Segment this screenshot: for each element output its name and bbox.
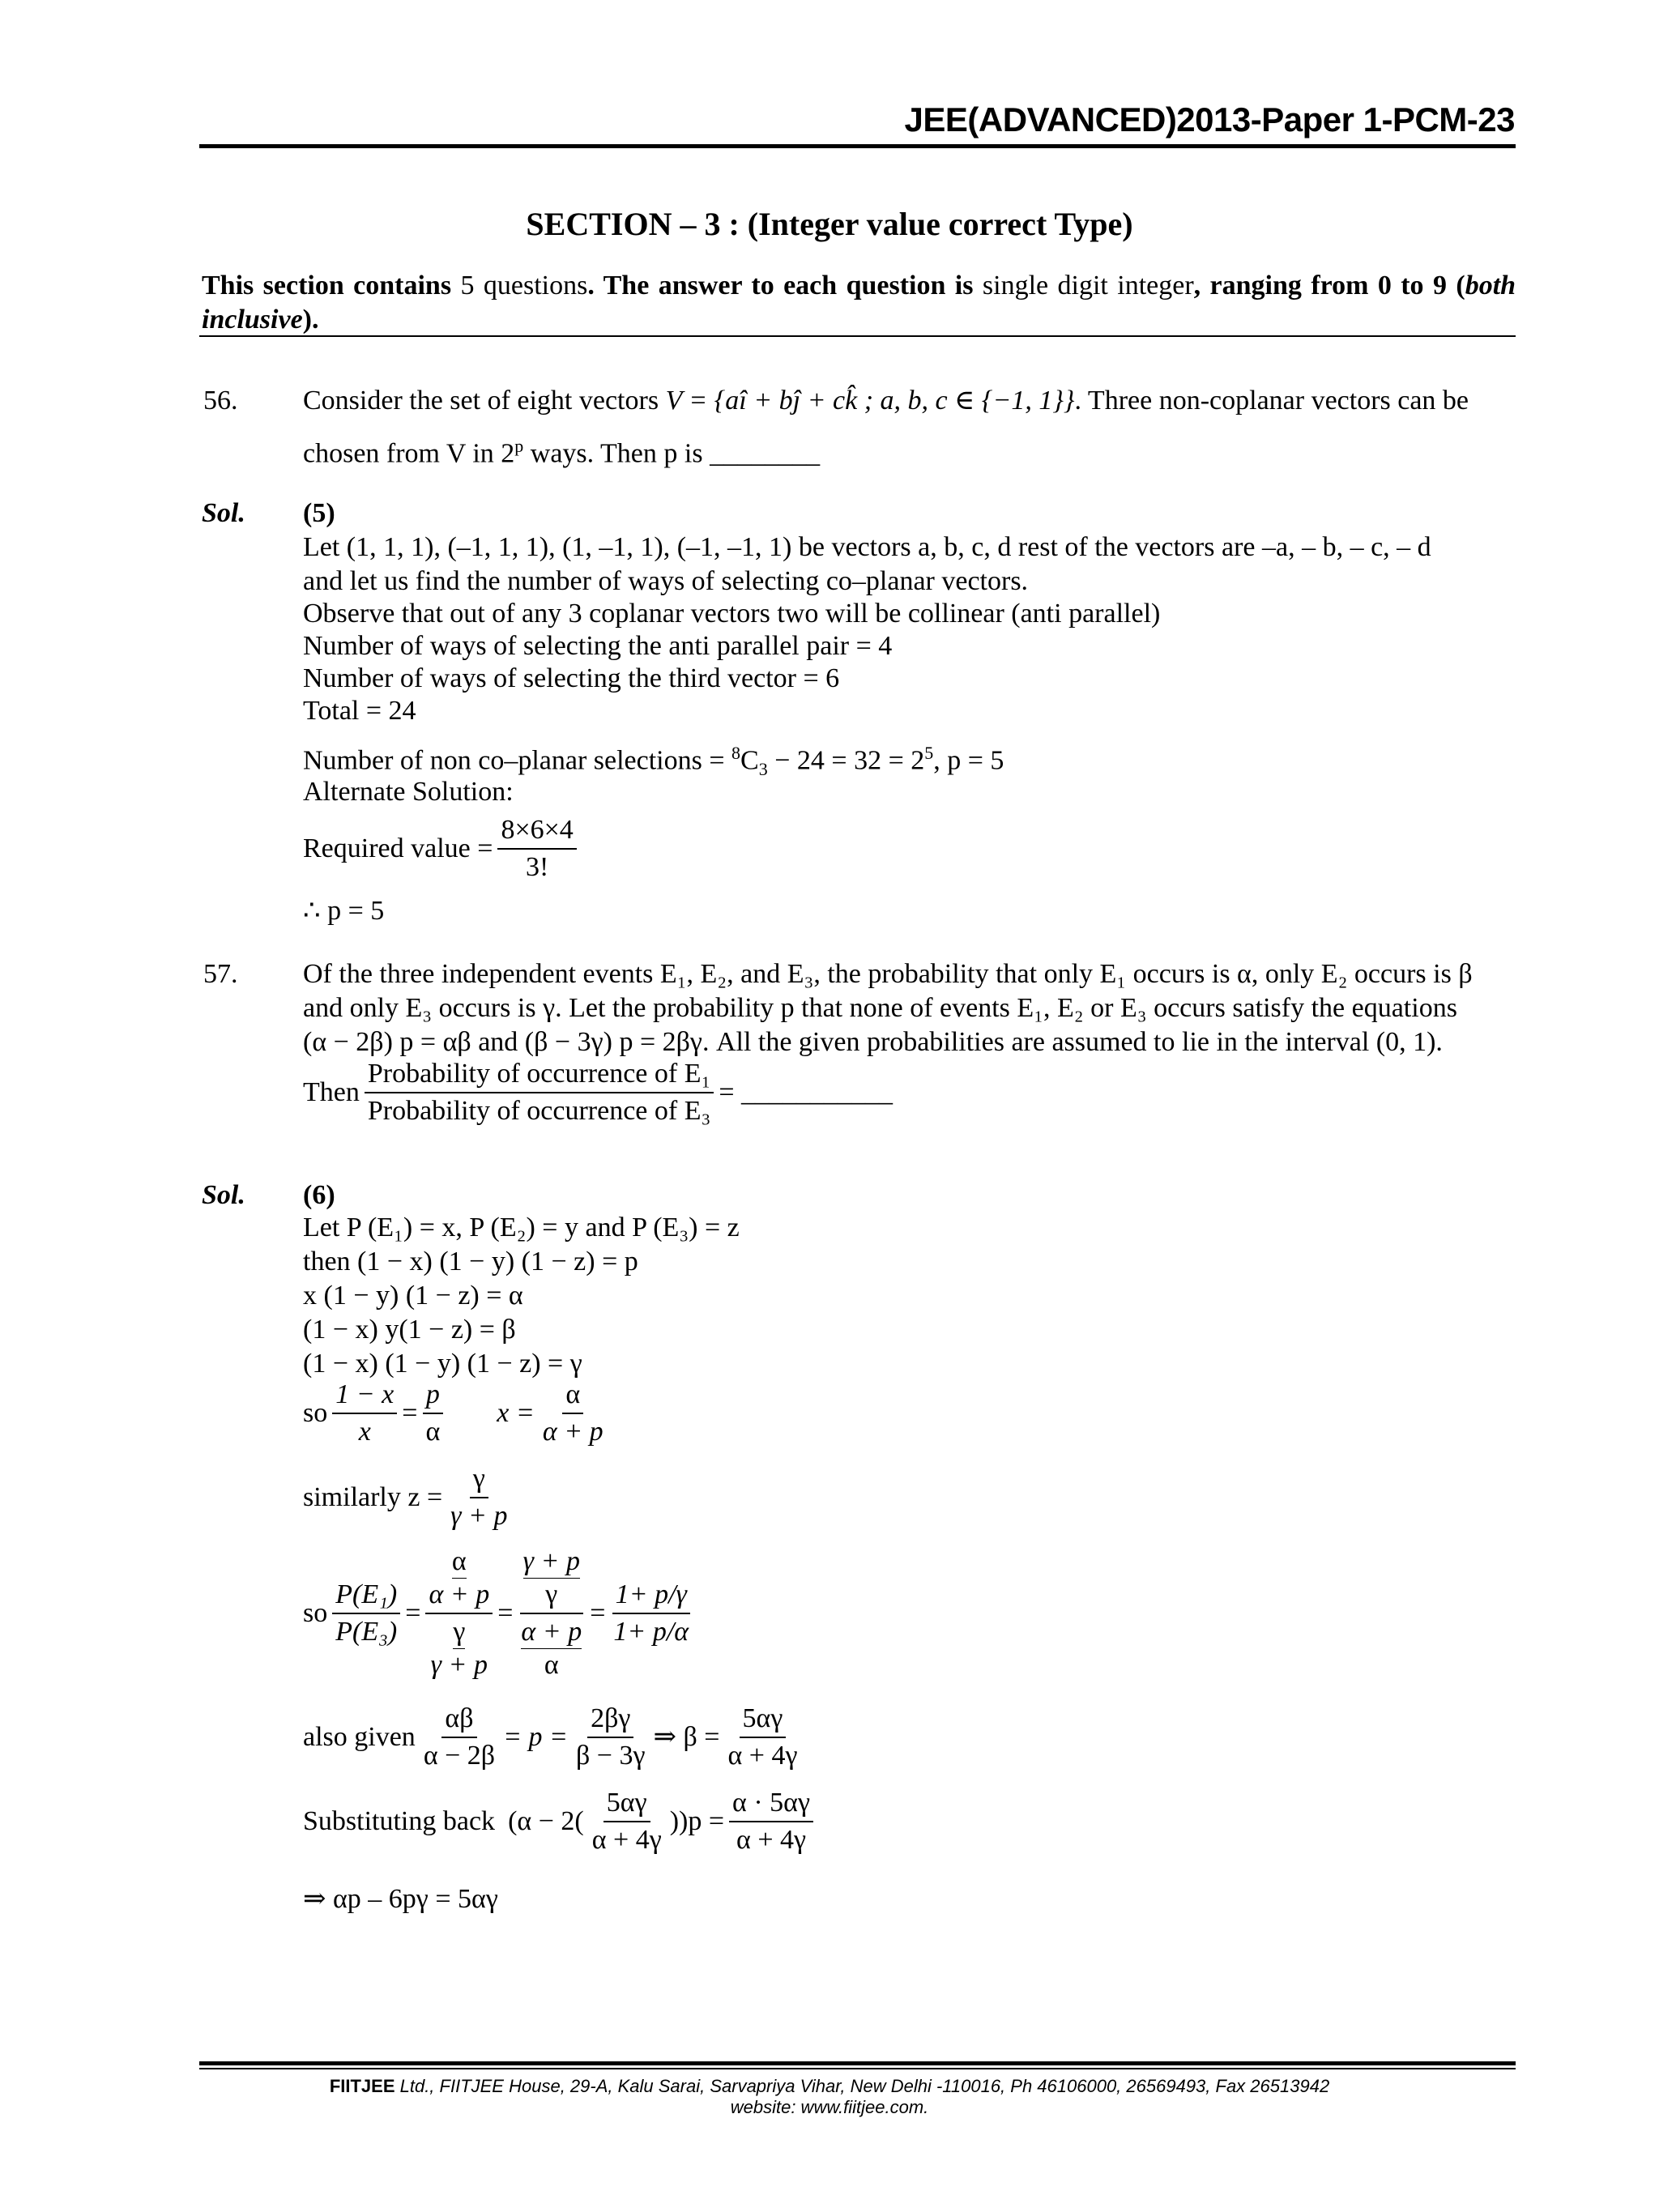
solution-57-answer: (6) bbox=[303, 1180, 335, 1210]
sol57-also: also given bbox=[303, 1722, 416, 1752]
solution-56-line-5: Number of ways of selecting the third vector = 6 bbox=[303, 663, 840, 693]
solution-56-label: Sol. bbox=[202, 498, 245, 528]
section-intro bbox=[202, 269, 1516, 337]
solution-56-line-6: Total = 24 bbox=[303, 696, 416, 726]
sol56-l7-d: 3 bbox=[758, 759, 768, 780]
sol56-l1: Let (1, 1, 1), (–1, 1, 1), (1, –1, 1), (–1, –1, 1) be vectors bbox=[303, 532, 911, 562]
solution-57-line-2: then (1 − x) (1 − y) (1 − z) = p bbox=[303, 1247, 638, 1276]
solution-57-last-line: ⇒ αp – 6pγ = 5αγ bbox=[303, 1884, 498, 1914]
intro-bold-4: ). bbox=[302, 305, 319, 335]
section-title: SECTION – 3 : (Integer value correct Type) bbox=[526, 206, 1133, 242]
sol57-frac-3-den: α + p bbox=[542, 1417, 603, 1447]
question-57-line-1: Of the three independent events E₁, E₂, and E₃, the probability that only E₁ occurs is α, only E₂ occurs is β bbox=[303, 959, 1473, 989]
solution-57-line-5: (1 − x) (1 − y) (1 − z) = γ bbox=[303, 1349, 582, 1379]
page-header-title: JEE(ADVANCED)2013-Paper 1-PCM-23 bbox=[904, 100, 1515, 139]
solution-56-line-9 bbox=[303, 814, 582, 884]
q56-text-a: Consider the set of eight vectors bbox=[303, 386, 659, 416]
sol57-frac-4-den: γ + p bbox=[450, 1501, 508, 1531]
q57-blank: = ___________ bbox=[719, 1077, 893, 1107]
sol56-fraction bbox=[497, 814, 576, 884]
sol57-ag-frac-2 bbox=[573, 1703, 649, 1772]
sol57-sub-l: (α − 2( bbox=[508, 1806, 584, 1836]
solution-56-line-3: Observe that out of any 3 coplanar vectors two will be collinear (anti parallel) bbox=[303, 599, 1161, 629]
sol57-cf1-nd: α + p bbox=[429, 1579, 490, 1609]
question-57-line-3: (α − 2β) p = αβ and (β − 3γ) p = 2βγ. All the given probabilities are assumed to lie in the interval (0, 1). bbox=[303, 1027, 1443, 1057]
sol57-so: so bbox=[303, 1398, 328, 1428]
sol57-ag-n1: αβ bbox=[441, 1703, 476, 1738]
sol56-l7-g: , p = 5 bbox=[933, 745, 1004, 776]
solution-57-ratio-line: so $\frac{\text{P(E₁)}}{\text{P(E₃)}}$ = α α + p γ γ + p = γ + p γ α + p α = $\frac{1+ p/\gamma}{1+ p/\alpha}$ bbox=[303, 1545, 697, 1681]
sol56-l9: Required value = bbox=[303, 833, 493, 863]
sol57-sub-frac-1 bbox=[589, 1787, 665, 1856]
solution-57-line-1: Let P (E₁) = x, P (E₂) = y and P (E₃) = z bbox=[303, 1213, 740, 1242]
sol57-cf1-dn: γ bbox=[453, 1616, 465, 1649]
q57-ratio-den: Probability of occurrence of E₃ bbox=[367, 1096, 711, 1126]
sol57-ag-frac-3 bbox=[724, 1703, 800, 1772]
sol57-sub-frac-2 bbox=[729, 1787, 813, 1856]
question-57-line-4 bbox=[303, 1058, 893, 1127]
question-56-line-2 bbox=[303, 430, 820, 470]
sol57-frac-1 bbox=[332, 1379, 397, 1448]
sol56-l7-b: 8 bbox=[731, 743, 741, 763]
solution-57-substituting-line bbox=[303, 1787, 818, 1856]
sol57-pe-num: P(E₁) bbox=[332, 1579, 400, 1614]
sol57-sub-r: ))p = bbox=[669, 1806, 725, 1836]
sol56-rest: rest of the vectors are bbox=[1017, 532, 1256, 562]
sol57-ag-imp: ⇒ β = bbox=[653, 1722, 720, 1752]
sol57-so-2: so bbox=[303, 1598, 328, 1628]
intro-bold-1: This section contains bbox=[202, 271, 452, 300]
sol57-cf1-dd: γ + p bbox=[430, 1650, 488, 1680]
sol56-fraction-num: 8×6×4 bbox=[497, 814, 576, 850]
intro-italic: both inclusive bbox=[202, 271, 1516, 335]
sol57-pe-frac bbox=[332, 1579, 400, 1648]
solution-57-line-3: x (1 − y) (1 − z) = α bbox=[303, 1281, 523, 1311]
sol57-cf1-nn: α bbox=[452, 1545, 467, 1579]
question-57-line-2: and only E₃ occurs is γ. Let the probability p that none of events E₁, E₂ or E₃ occurs satisfy the equations bbox=[303, 993, 1457, 1023]
sol57-compound-frac-1 bbox=[425, 1545, 493, 1681]
sol57-pe-den: P(E₃) bbox=[335, 1617, 398, 1647]
question-57-number: 57. bbox=[203, 959, 238, 989]
solution-57-so-line: so $\frac{1 - x}{x}$ = $\frac{p}{\alpha}$ x = $\frac{\alpha}{\alpha + p}$ bbox=[303, 1379, 612, 1448]
sol57-sub-n2: α · 5αγ bbox=[729, 1787, 813, 1822]
sol57-frac-3 bbox=[539, 1379, 607, 1448]
footer-website: website: www.fiitjee.com. bbox=[730, 2097, 929, 2117]
sol57-ag-d3: α + 4γ bbox=[727, 1741, 798, 1771]
sol57-sub-d: α + 4γ bbox=[591, 1825, 662, 1855]
footer-address bbox=[0, 2075, 1659, 2097]
sol57-frac-4-num: γ bbox=[470, 1463, 488, 1498]
sol57-sub-n: 5αγ bbox=[603, 1787, 650, 1822]
sol57-compound-frac-2 bbox=[518, 1545, 585, 1681]
sol57-sub: Substituting back bbox=[303, 1806, 496, 1836]
sol57-frac-2 bbox=[422, 1379, 443, 1448]
sol56-neg-vectors: –a, – b, – c, – d bbox=[1261, 532, 1431, 562]
solution-57-line-4: (1 − x) y(1 − z) = β bbox=[303, 1315, 516, 1345]
solution-56-answer: (5) bbox=[303, 498, 335, 528]
sol57-frac-4 bbox=[447, 1463, 510, 1532]
q56-set-expression: V = {aî + bĵ + ck̂ ; a, b, c ∈ {−1, 1}} bbox=[665, 386, 1075, 416]
sol56-l7-a: Number of non co–planar selections = bbox=[303, 745, 725, 776]
sol56-fraction-den: 3! bbox=[525, 852, 549, 882]
sol57-cf2-dn: α + p bbox=[521, 1616, 582, 1649]
question-56-number: 56. bbox=[203, 386, 238, 416]
sol57-cf2-nd: γ bbox=[545, 1579, 558, 1609]
sol57-frac-1-num: 1 − x bbox=[332, 1379, 397, 1414]
section-rule bbox=[199, 335, 1516, 337]
footer-address-text: Ltd., FIITJEE House, 29-A, Kalu Sarai, Sarvapriya Vihar, New Delhi -110016, Ph 46106000, 26569493, Fax 26513942 bbox=[394, 2076, 1330, 2096]
sol57-cf2-nn: γ + p bbox=[523, 1545, 580, 1579]
solution-56-line-2: and let us find the number of ways of selecting co–planar vectors. bbox=[303, 566, 1029, 596]
sol56-l7-e: − 24 = 32 = 2 bbox=[767, 745, 925, 776]
solution-56-line-4: Number of ways of selecting the anti parallel pair = 4 bbox=[303, 631, 893, 661]
sol56-vectors: a, b, c, d bbox=[918, 532, 1012, 562]
sol57-compound-frac-3 bbox=[610, 1579, 692, 1648]
sol56-l7-f: 5 bbox=[924, 743, 934, 763]
q56-line-2-text: chosen from V in 2 bbox=[303, 438, 515, 469]
sol57-cf3-num: 1+ p/γ bbox=[612, 1579, 690, 1614]
sol57-cf2-dd: α bbox=[544, 1650, 559, 1680]
sol57-x-eq: x = bbox=[497, 1398, 535, 1428]
sol57-frac-1-den: x bbox=[358, 1417, 371, 1447]
solution-57-also-line bbox=[303, 1703, 805, 1772]
sol57-ag-n3: 5αγ bbox=[740, 1703, 787, 1738]
intro-plain-1: 5 questions bbox=[460, 271, 588, 300]
sol56-l7-c: C bbox=[740, 745, 759, 776]
intro-bold-2: . The answer to each question is bbox=[587, 271, 974, 300]
footer-rule-thick bbox=[199, 2061, 1516, 2065]
intro-bold-3: , ranging from 0 to 9 ( bbox=[1193, 271, 1465, 300]
footer-company: FIITJEE bbox=[329, 2076, 395, 2096]
sol57-similarly: similarly z = bbox=[303, 1482, 443, 1512]
sol57-frac-2-den: α bbox=[425, 1417, 441, 1447]
footer-rule-thin bbox=[199, 2068, 1516, 2069]
sol57-ag-d1: α − 2β bbox=[423, 1741, 496, 1771]
q57-ratio bbox=[365, 1058, 714, 1127]
solution-57-label: Sol. bbox=[202, 1180, 245, 1210]
q56-text-b: . Three non-coplanar vectors can be bbox=[1074, 386, 1469, 416]
sol57-cf3-den: 1+ p/α bbox=[613, 1617, 689, 1647]
q56-line-2-end: ways. Then p is ________ bbox=[523, 438, 821, 469]
intro-plain-2: single digit integer bbox=[982, 271, 1194, 300]
solution-56-line-8: Alternate Solution: bbox=[303, 777, 514, 807]
sol57-ag-mid: = p = bbox=[503, 1722, 568, 1752]
solution-56-line-10: ∴ p = 5 bbox=[303, 896, 385, 926]
sol57-frac-2-num: p bbox=[423, 1379, 443, 1414]
q57-ratio-num: Probability of occurrence of E₁ bbox=[365, 1058, 714, 1093]
sol57-ag-frac-1 bbox=[420, 1703, 498, 1772]
q56-line-2-sup: p bbox=[514, 436, 524, 456]
sol57-ag-n2: 2βγ bbox=[587, 1703, 633, 1738]
sol57-sub-d2: α + 4γ bbox=[736, 1825, 807, 1855]
sol57-ag-d2: β − 3γ bbox=[576, 1741, 646, 1771]
solution-57-similarly-line bbox=[303, 1463, 516, 1532]
solution-56-line-1 bbox=[303, 531, 1431, 564]
q57-then: Then bbox=[303, 1077, 360, 1107]
sol57-frac-3-num: α bbox=[562, 1379, 583, 1414]
header-rule bbox=[199, 144, 1516, 148]
question-56-line-1 bbox=[303, 385, 1516, 417]
